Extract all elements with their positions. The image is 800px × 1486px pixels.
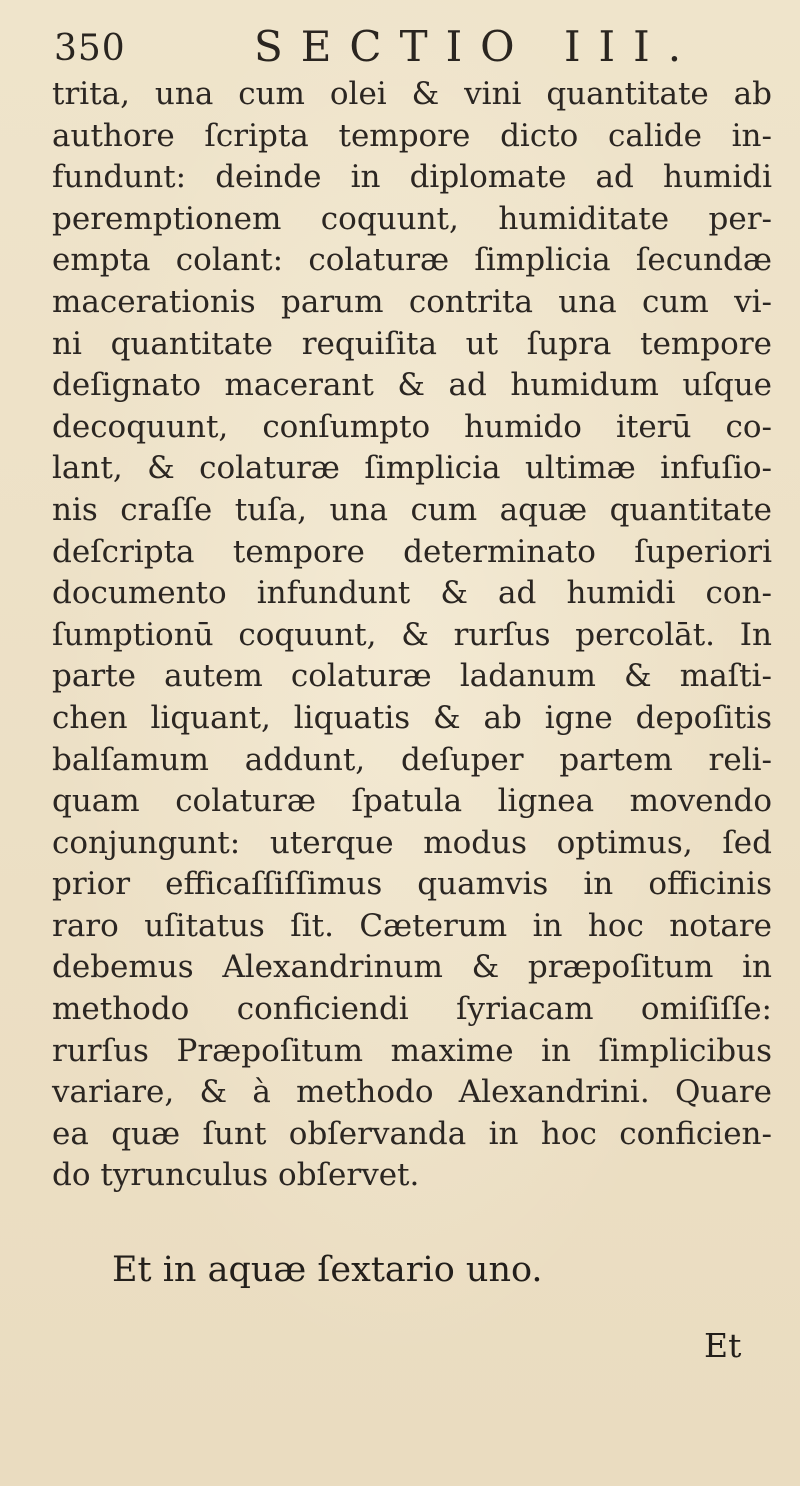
text-line: documento infundunt & ad humidi con-: [52, 575, 772, 612]
text-line: rurſus Præpoſitum maxime in ſimplicibus: [52, 1032, 772, 1069]
text-line: chen liquant, liquatis & ab igne depoſitis: [52, 699, 772, 736]
text-line: deſcripta tempore determinato ſuperiori: [52, 533, 772, 570]
text-line-final: do tyrunculus obſervet.: [52, 1157, 420, 1194]
text-line: variare, & à methodo Alexandrini. Quare: [52, 1074, 772, 1111]
text-line: parte autem colaturæ ladanum & maſti-: [52, 658, 772, 695]
text-line: debemus Alexandrinum & præpoſitum in: [52, 949, 772, 986]
text-line: ſumptionū coquunt, & rurſus percolāt. In: [52, 616, 772, 653]
text-line: deſignato macerant & ad humidum uſque: [52, 367, 772, 404]
text-line: quam colaturæ ſpatula lignea movendo: [52, 783, 772, 820]
page-number: 350: [54, 28, 126, 69]
text-line: conjungunt: uterque modus optimus, ſed: [52, 824, 772, 861]
text-line: ea quæ ſunt obſervanda in hoc conficien-: [52, 1115, 772, 1152]
catchword: Et: [704, 1326, 742, 1365]
text-line: macerationis parum contrita una cum vi-: [52, 283, 772, 320]
text-line: decoquunt, conſumpto humido iterū co-: [52, 408, 772, 445]
text-line: lant, & colaturæ ſimplicia ultimæ infuſio-: [52, 450, 772, 487]
text-line: prior efficaſſiſſimus quamvis in officinis: [52, 866, 772, 903]
text-line: ni quantitate requiſita ut ſupra tempore: [52, 325, 772, 362]
text-line: fundunt: deinde in diplomate ad humidi: [52, 159, 772, 196]
text-line: empta colant: colaturæ ſimplicia ſecundæ: [52, 242, 772, 279]
text-line: peremptionem coquunt, humiditate per-: [52, 200, 772, 237]
recipe-line: Et in aquæ ſextario uno.: [112, 1250, 543, 1290]
text-line: raro uſitatus ſit. Cæterum in hoc notare: [52, 907, 772, 944]
running-head: SECTIO III.: [254, 22, 700, 71]
page-header: [54, 22, 754, 78]
text-line: trita, una cum olei & vini quantitate ab: [52, 76, 772, 112]
text-line: balſamum addunt, deſuper partem reli-: [52, 741, 772, 778]
text-line: authore ſcripta tempore dicto calide in-: [52, 117, 772, 154]
body-text: [52, 74, 772, 1197]
text-line: nis craſſe tuſa, una cum aquæ quantitate: [52, 491, 772, 528]
text-line: methodo conficiendi ſyriacam omiſiſſe:: [52, 991, 772, 1028]
